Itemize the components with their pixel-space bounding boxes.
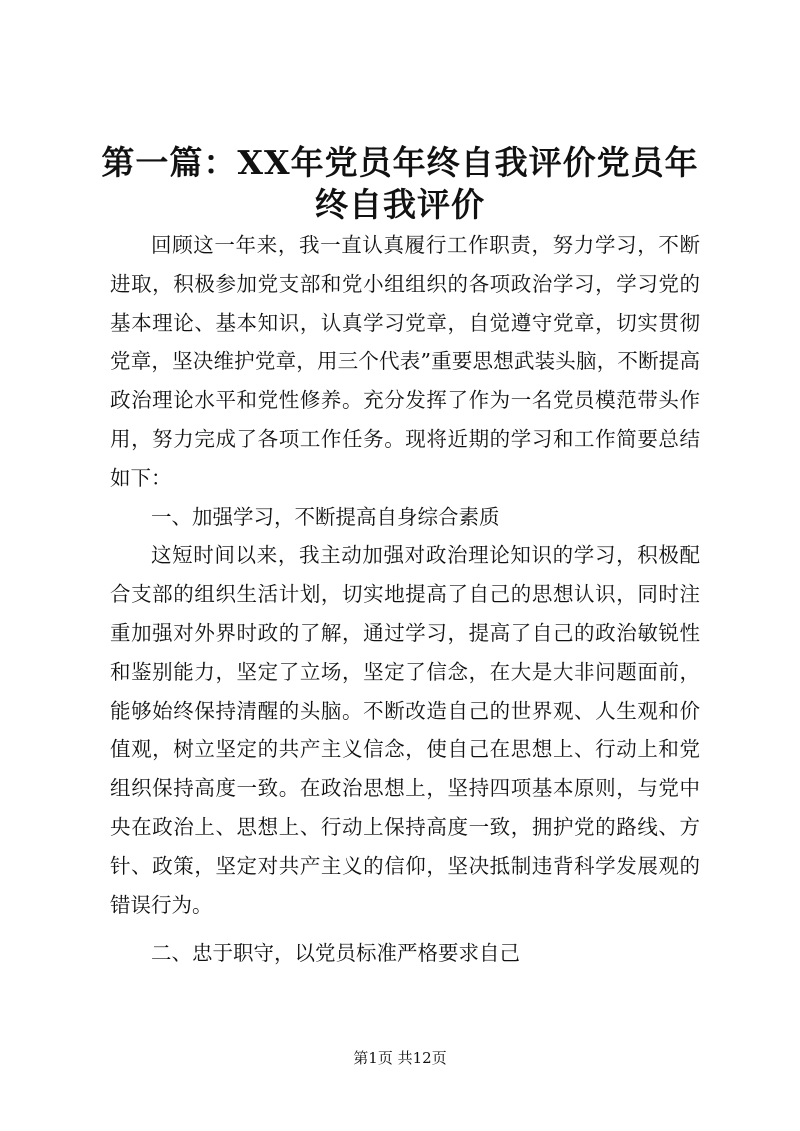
section-heading-2: 二、忠于职守，以党员标准严格要求自己 [151, 941, 520, 966]
paragraph-intro: 回顾这一年来，我一直认真履行工作职责，努力学习，不断进取，积极参加党支部和党小组组织的各项政治学习，学习党的基本理论、基本知识，认真学习党章，自觉遵守党章，切实贯彻党章，坚决维护党章，用三个代表”重要思想武装头脑，不断提高政治理论水平和党性修养。充分发挥了作为一名党员模范带头作用，努力完成了各项工作任务。现将近期的学习和工作简要总结如下： [110, 233, 700, 490]
page-footer: 第1页 共12页 [353, 1049, 447, 1067]
document-body [110, 226, 700, 973]
section-heading-1: 一、加强学习，不断提高自身综合素质 [151, 504, 500, 529]
document-title: 第一篇：XX年党员年终自我评价党员年终自我评价 [101, 143, 699, 224]
paragraph-study: 这短时间以来，我主动加强对政治理论知识的学习，积极配合支部的组织生活计划，切实地提高了自己的思想认识，同时注重加强对外界时政的了解，通过学习，提高了自己的政治敏锐性和鉴别能力，坚定了立场，坚定了信念，在大是大非问题面前，能够始终保持清醒的头脑。不断改造自己的世界观、人生观和价值观，树立坚定的共产主义信念，使自己在思想上、行动上和党组织保持高度一致。在政治思想上，坚持四项基本原则，与党中央在政治上、思想上、行动上保持高度一致，拥护党的路线、方针、政策，坚定对共产主义的信仰，坚决抵制违背科学发展观的错误行为。 [110, 543, 700, 917]
